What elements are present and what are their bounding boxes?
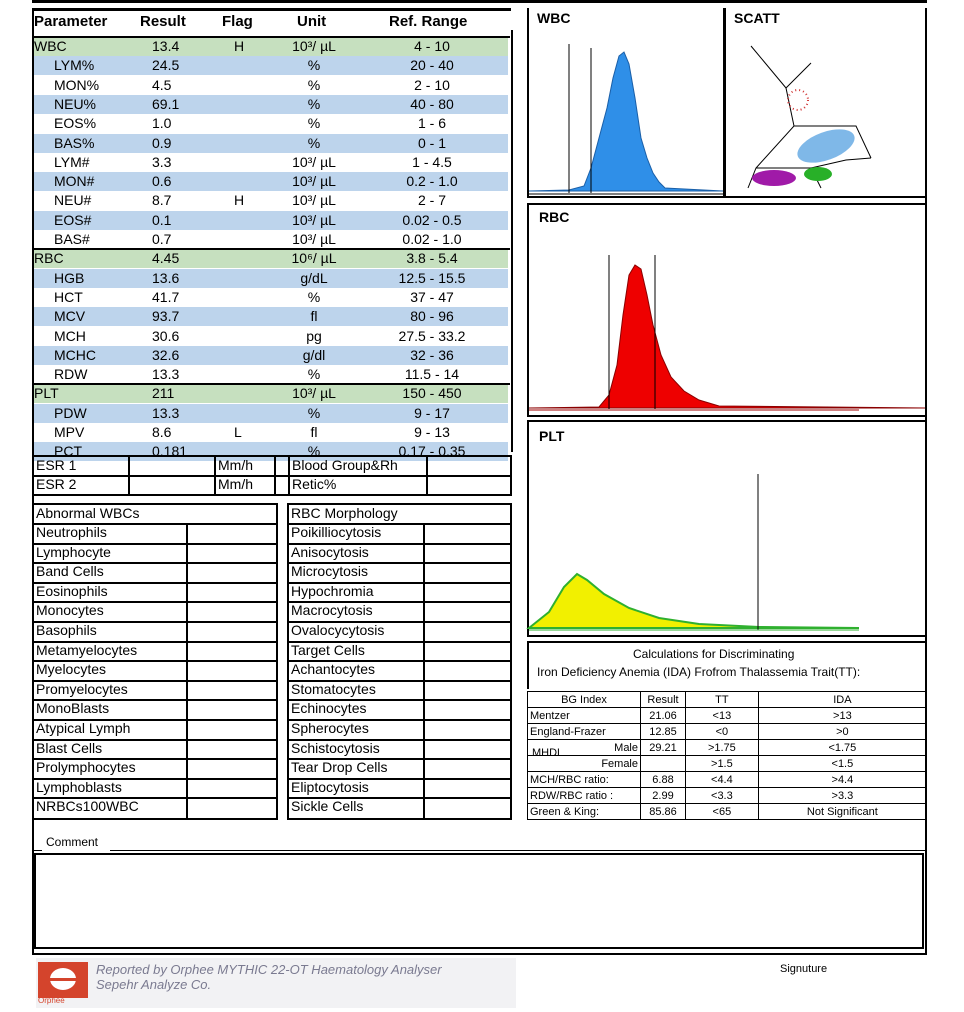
esr1-unit: Mm/h [218, 457, 253, 473]
result-range: 1 - 6 [417, 115, 446, 132]
results-table [32, 8, 511, 460]
calc-mhdl-female-ida: <1.5 [758, 756, 926, 772]
result-flag: H [234, 192, 245, 209]
calc-title-2: Iron Deficiency Anemia (IDA) Frofrom Thalassemia Trait(TT): [537, 665, 861, 679]
scatt-neutrophil-cluster [793, 123, 859, 170]
footer-line-1: Reported by Orphee MYTHIC 22-OT Haematology Analyser [96, 962, 442, 977]
result-value: 8.6 [152, 424, 172, 440]
result-unit: % [307, 288, 321, 305]
result-row [34, 37, 508, 56]
morphology-item-label: Macrocytosis [291, 602, 373, 619]
result-param: MCHC [54, 346, 96, 363]
esr2-unit: Mm/h [218, 476, 253, 492]
calc-mhdl-male-tt: >1.75 [686, 740, 759, 756]
result-row [34, 172, 508, 191]
calc-mhdl-female-label: Female [528, 756, 641, 772]
calc-mhdl-male-result: 29.21 [641, 740, 686, 756]
scatt-plot [726, 8, 926, 196]
result-range: 0.17 - 0.35 [398, 443, 466, 460]
result-row [34, 404, 508, 423]
result-param: PDW [54, 404, 87, 421]
result-value: 0.7 [152, 231, 172, 247]
result-range: 0.2 - 1.0 [406, 173, 458, 190]
result-param: MCV [54, 308, 86, 325]
morphology-item-label: Blast Cells [36, 739, 103, 756]
calc-green-king-tt: <65 [686, 804, 759, 820]
morphology-item-label: Neutrophils [36, 524, 107, 540]
plt-panel-title: PLT [539, 428, 565, 444]
morphology-item-label: Promyelocytes [36, 680, 128, 697]
morphology-item-label: Sickle Cells [291, 798, 364, 815]
calc-mhdl-female-result [641, 756, 686, 772]
calc-mch-rbc-ida: >4.4 [758, 772, 926, 788]
morphology-item-label: Eosinophils [36, 582, 108, 599]
calc-mhdl-male-text: Male [614, 741, 638, 754]
calc-title-box [527, 641, 927, 689]
wbc-panel [527, 8, 725, 198]
abnormal-wbc-title: Abnormal WBCs [36, 505, 140, 521]
result-unit: fl [310, 308, 318, 325]
result-param: WBC [34, 38, 67, 54]
result-unit: % [307, 57, 321, 74]
morphology-item-label: Band Cells [36, 563, 104, 580]
morphology-item-label: Echinocytes [291, 700, 367, 717]
orphee-logo-text: Orphee [38, 996, 65, 1005]
list-value-divider [186, 523, 188, 818]
calc-mentzer-ida: >13 [758, 708, 926, 724]
calc-title-1: Calculations for Discriminating [633, 647, 795, 661]
group-divider [34, 36, 510, 38]
result-range: 20 - 40 [410, 57, 454, 74]
top-border [32, 0, 927, 3]
calc-row-mhdl-male [528, 740, 927, 756]
calc-table [527, 691, 927, 820]
result-param: PCT [54, 443, 82, 460]
result-row [34, 307, 508, 326]
result-range: 9 - 13 [414, 424, 450, 440]
morphology-item-label: Microcytosis [291, 563, 369, 580]
calc-row-green-king [528, 804, 927, 820]
result-row [34, 191, 508, 210]
result-value: 93.7 [152, 308, 180, 325]
result-param: MON# [54, 173, 95, 190]
wbc-histogram [529, 8, 723, 196]
result-flag: L [234, 424, 242, 440]
result-row [34, 76, 508, 95]
wbc-panel-title: WBC [537, 10, 571, 26]
scatt-eosinophil-cluster [788, 90, 808, 110]
result-row [34, 384, 508, 403]
rbc-histogram [529, 205, 925, 415]
col-parameter: Parameter [34, 13, 108, 30]
result-param: MPV [54, 424, 85, 440]
result-param: BAS% [54, 134, 95, 151]
result-value: 13.6 [152, 269, 180, 286]
result-unit: 10³/ µL [292, 153, 336, 170]
calc-green-king-result: 85.86 [641, 804, 686, 820]
calc-h-bg: BG Index [528, 692, 641, 708]
result-param: EOS% [54, 115, 97, 132]
group-divider [34, 383, 510, 385]
result-param: PLT [34, 385, 59, 402]
result-unit: 10³/ µL [292, 211, 336, 228]
result-range: 2 - 10 [414, 76, 450, 93]
morphology-item-label: Spherocytes [291, 720, 369, 736]
comment-line-right [110, 850, 925, 851]
rbc-panel-title: RBC [539, 209, 570, 225]
morphology-item-label: Stomatocytes [291, 680, 376, 697]
morphology-item-label: Monocytes [36, 602, 104, 619]
result-param: HCT [54, 288, 83, 305]
result-value: 8.7 [152, 192, 172, 209]
result-value: 1.0 [152, 115, 172, 132]
result-range: 3.8 - 5.4 [406, 250, 458, 267]
result-unit: g/dl [302, 346, 326, 363]
morphology-item-label: Hypochromia [291, 582, 374, 599]
result-unit: % [307, 76, 321, 93]
result-unit: % [307, 115, 321, 132]
morphology-item-label: Target Cells [291, 641, 365, 658]
result-range: 9 - 17 [414, 404, 450, 421]
col-unit: Unit [297, 13, 327, 30]
result-unit: 10³/ µL [292, 38, 336, 54]
col-result: Result [140, 13, 186, 30]
result-range: 150 - 450 [402, 385, 462, 402]
result-param: LYM% [54, 57, 95, 74]
result-range: 0 - 1 [417, 134, 446, 151]
col-flag: Flag [222, 13, 253, 30]
result-unit: % [307, 366, 321, 383]
result-row [34, 346, 508, 365]
result-unit: pg [306, 327, 322, 344]
calc-mhdl-label: MHDL [532, 747, 564, 759]
morphology-item-label: NRBCs100WBC [36, 798, 139, 815]
calc-rdw-rbc-result: 2.99 [641, 788, 686, 804]
result-param: NEU% [54, 95, 97, 112]
result-value: 41.7 [152, 288, 180, 305]
result-range: 80 - 96 [410, 308, 454, 325]
result-range: 12.5 - 15.5 [398, 269, 466, 286]
calc-green-king-ida: Not Significant [758, 804, 926, 820]
comment-line-left [34, 850, 42, 851]
result-row [34, 153, 508, 172]
morphology-item-label: Eliptocytosis [291, 778, 369, 795]
result-row [34, 288, 508, 307]
result-range: 1 - 4.5 [412, 153, 452, 170]
col-range: Ref. Range [389, 13, 468, 30]
morphology-item-label: Schistocytosis [291, 739, 380, 756]
result-param: NEU# [54, 192, 92, 209]
calc-green-king-label: Green & King: [528, 804, 641, 820]
esr-box [32, 455, 512, 496]
result-param: HGB [54, 269, 85, 286]
morphology-item-label: Poikilliocytosis [291, 524, 382, 540]
result-value: 0.1 [152, 211, 172, 228]
calc-h-tt: TT [686, 692, 759, 708]
result-row [34, 114, 508, 133]
orphee-logo [38, 962, 88, 998]
rbc-histogram-curve [529, 265, 925, 408]
esr1-label: ESR 1 [36, 457, 77, 473]
calc-h-ida: IDA [758, 692, 926, 708]
scatt-lymphocyte-cluster [752, 170, 796, 186]
result-row [34, 249, 508, 268]
calc-row-rdw-rbc [528, 788, 927, 804]
morphology-item-label: Myelocytes [36, 661, 107, 678]
comment-label: Comment [46, 835, 99, 849]
abnormal-wbc-box [32, 503, 278, 820]
result-row [34, 211, 508, 230]
retic-label: Retic% [292, 476, 337, 492]
result-flag: H [234, 38, 245, 54]
blood-group-label: Blood Group&Rh [292, 457, 398, 473]
signature-label: Signuture [780, 963, 828, 975]
result-value: 4.5 [152, 76, 172, 93]
morphology-item-label: Basophils [36, 622, 97, 638]
result-unit: % [307, 404, 321, 421]
calc-row-mhdl-female [528, 756, 927, 772]
calc-mch-rbc-label: MCH/RBC ratio: [528, 772, 641, 788]
list-value-divider [423, 523, 425, 818]
result-value: 24.5 [152, 57, 180, 74]
result-param: BAS# [54, 231, 90, 247]
calc-mhdl-male-label [528, 740, 641, 759]
result-value: 0.6 [152, 173, 172, 190]
result-row [34, 269, 508, 288]
morphology-item-label: Lymphoblasts [36, 778, 122, 795]
result-range: 32 - 36 [410, 346, 454, 363]
result-param: MON% [54, 76, 100, 93]
calc-england-tt: <0 [686, 724, 759, 740]
result-range: 2 - 7 [417, 192, 446, 209]
result-range: 11.5 - 14 [404, 366, 460, 383]
morphology-item-label: Prolymphocytes [36, 759, 136, 776]
esr2-label: ESR 2 [36, 476, 77, 492]
result-unit: 10³/ µL [292, 192, 336, 209]
calc-mentzer-label: Mentzer [528, 708, 641, 724]
result-row [34, 327, 508, 346]
result-row [34, 95, 508, 114]
calc-h-result: Result [641, 692, 686, 708]
result-value: 211 [152, 385, 175, 402]
morphology-item-label: Lymphocyte [36, 543, 111, 560]
result-range: 40 - 80 [410, 95, 454, 112]
scatt-panel [724, 8, 927, 198]
calc-mhdl-male-ida: <1.75 [758, 740, 926, 756]
result-param: RDW [54, 366, 88, 383]
morphology-item-label: Atypical Lymph [36, 720, 131, 736]
result-param: MCH [54, 327, 86, 344]
plt-panel [527, 420, 927, 637]
calc-row-england [528, 724, 927, 740]
result-row [34, 56, 508, 75]
morphology-item-label: Ovalocycytosis [291, 622, 385, 638]
calc-england-ida: >0 [758, 724, 926, 740]
calc-england-label: England-Frazer [528, 724, 641, 740]
calc-header-row [528, 692, 927, 708]
result-range: 0.02 - 0.5 [402, 211, 462, 228]
bottom-border [32, 953, 927, 955]
result-unit: % [307, 134, 321, 151]
morphology-item-label: Tear Drop Cells [291, 759, 388, 776]
result-param: EOS# [54, 211, 92, 228]
calc-england-result: 12.85 [641, 724, 686, 740]
calc-rdw-rbc-tt: <3.3 [686, 788, 759, 804]
result-unit: fl [310, 424, 318, 440]
calc-mentzer-result: 21.06 [641, 708, 686, 724]
result-range: 0.02 - 1.0 [402, 231, 462, 247]
morphology-item-label: MonoBlasts [36, 700, 110, 717]
result-unit: 10⁶/ µL [291, 250, 337, 267]
calc-row-mentzer [528, 708, 927, 724]
result-unit: % [307, 95, 321, 112]
morphology-item-label: Anisocytosis [291, 543, 369, 560]
calc-rdw-rbc-ida: >3.3 [758, 788, 926, 804]
result-unit: 10³/ µL [292, 385, 336, 402]
result-unit: 10³/ µL [292, 173, 336, 190]
morphology-item-label: Metamyelocytes [36, 641, 138, 658]
result-param: RBC [34, 250, 64, 267]
rbc-panel [527, 203, 927, 417]
result-row [34, 134, 508, 153]
calc-row-mch-rbc [528, 772, 927, 788]
result-range: 4 - 10 [414, 38, 450, 54]
comment-input[interactable] [34, 853, 924, 949]
result-param: LYM# [54, 153, 90, 170]
scatt-panel-title: SCATT [734, 10, 780, 26]
result-row [34, 230, 508, 249]
result-value: 13.3 [152, 404, 180, 421]
plt-histogram [529, 422, 925, 635]
table-right-border [511, 30, 513, 452]
footer-line-2: Sepehr Analyze Co. [96, 977, 212, 992]
result-unit: g/dL [300, 269, 328, 286]
plt-histogram-curve [529, 574, 859, 628]
rbc-morphology-box [287, 503, 512, 820]
calc-rdw-rbc-label: RDW/RBC ratio : [528, 788, 641, 804]
result-value: 4.45 [152, 250, 180, 267]
result-value: 3.3 [152, 153, 172, 170]
result-value: 0.9 [152, 134, 172, 151]
calc-mhdl-female-tt: >1.5 [686, 756, 759, 772]
rbc-morphology-title: RBC Morphology [291, 505, 398, 521]
result-range: 37 - 47 [410, 288, 454, 305]
result-range: 27.5 - 33.2 [398, 327, 466, 344]
result-row [34, 365, 508, 384]
group-divider [34, 248, 510, 250]
result-value: 30.6 [152, 327, 180, 344]
result-value: 69.1 [152, 95, 180, 112]
calc-mentzer-tt: <13 [686, 708, 759, 724]
result-row [34, 423, 508, 442]
result-value: 0.181 [152, 443, 188, 460]
result-value: 32.6 [152, 346, 180, 363]
result-value: 13.3 [152, 366, 180, 383]
scatt-monocyte-cluster [804, 167, 832, 181]
result-unit: 10³/ µL [292, 231, 336, 247]
wbc-histogram-curve [529, 52, 723, 191]
morphology-item-label: Achantocytes [291, 661, 376, 678]
result-unit: % [307, 443, 321, 460]
calc-mch-rbc-tt: <4.4 [686, 772, 759, 788]
calc-mch-rbc-result: 6.88 [641, 772, 686, 788]
result-value: 13.4 [152, 38, 180, 54]
